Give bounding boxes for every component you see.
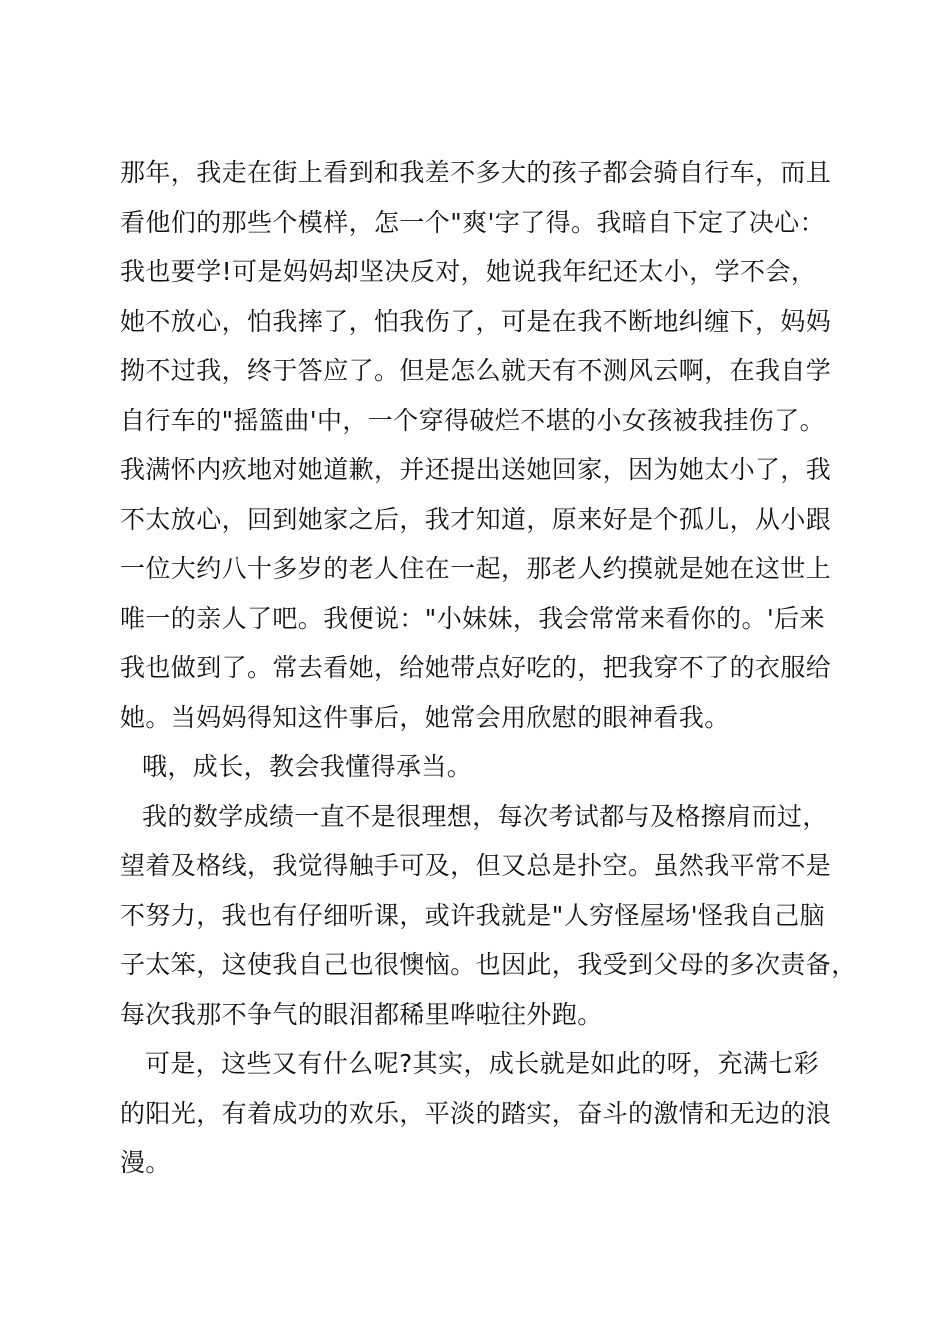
text-line: 望着及格线，我觉得触手可及，但又总是扑空。虽然我平常不是 [120, 851, 832, 880]
text-line: 的阳光，有着成功的欢乐，平淡的踏实，奋斗的激情和无边的浪 [120, 1098, 832, 1128]
text-line: 我也要学!可是妈妈却坚决反对，她说我年纪还太小，学不会， [120, 257, 817, 286]
text-line: 她不放心，怕我摔了，怕我伤了，可是在我不断地纠缠下，妈妈 [120, 306, 832, 336]
text-line: 不努力，我也有仔细听课，或许我就是"人穷怪屋场'怪我自己脑 [120, 900, 825, 930]
document-body [120, 148, 857, 1188]
text-line: 每次我那不争气的眼泪都稀里哗啦往外跑。 [120, 999, 603, 1029]
text-line: 拗不过我，终于答应了。但是怎么就天有不测风云啊，在我自学 [120, 356, 832, 385]
text-line: 我也做到了。常去看她，给她带点好吃的，把我穿不了的衣服给 [120, 653, 832, 682]
text-line: 看他们的那些个模样，怎一个"爽'字了得。我暗自下定了决心： [120, 207, 825, 237]
text-line: 我的数学成绩一直不是很理想，每次考试都与及格擦肩而过， [142, 801, 828, 831]
text-line: 一位大约八十多岁的老人住在一起，那老人约摸就是她在这世上 [120, 554, 832, 583]
text-line: 哦，成长，教会我懂得承当。 [142, 752, 473, 781]
text-line: 子太笨，这使我自己也很懊恼。也因此，我受到父母的多次责备， [120, 950, 857, 979]
text-line: 我满怀内疚地对她道歉，并还提出送她回家，因为她太小了，我 [120, 455, 832, 484]
text-line: 唯一的亲人了吧。我便说："小妹妹，我会常常来看你的。'后来 [120, 603, 825, 633]
text-line: 那年，我走在街上看到和我差不多大的孩子都会骑自行车，而且 [120, 158, 832, 187]
text-line: 不太放心，回到她家之后，我才知道，原来好是个孤儿，从小跟 [120, 504, 832, 534]
text-line: 可是，这些又有什么呢?其实，成长就是如此的呀，充满七彩 [145, 1049, 820, 1078]
text-line: 漫。 [120, 1148, 171, 1177]
text-line: 她。当妈妈得知这件事后，她常会用欣慰的眼神看我。 [120, 702, 730, 732]
text-line: 自行车的"摇篮曲'中，一个穿得破烂不堪的小女孩被我挂伤了。 [120, 405, 825, 435]
